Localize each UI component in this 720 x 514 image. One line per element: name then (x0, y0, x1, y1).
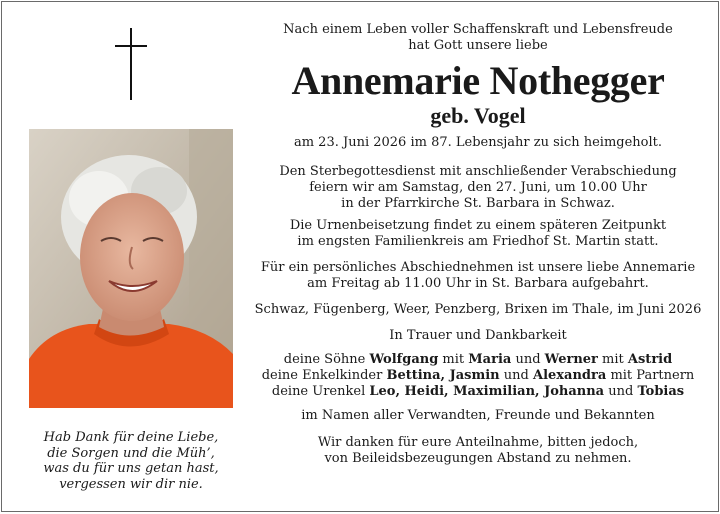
portrait-photo (29, 129, 233, 408)
intro-text: Nach einem Leben voller Schaffenskraft und Lebensfreude hat Gott unsere liebe (283, 22, 673, 53)
poem-line: vergessen wir dir nie. (59, 476, 203, 492)
family-great-grandchildren: deine Urenkel Leo, Heidi, Maximilian, Johanna und Tobias (271, 384, 685, 399)
memorial-poem (29, 430, 233, 492)
urn-burial: Die Urnenbeisetzung findet zu einem späteren Zeitpunkt im engsten Familienkreis am Friedhof St. Martin statt. (289, 218, 667, 249)
poem-line: was du für uns getan hast, (43, 461, 219, 476)
birth-name: geb. Vogel (430, 103, 526, 128)
family-grandchildren: deine Enkelkinder Bettina, Jasmin und Alexandra mit Partnern (261, 368, 695, 383)
poem-line: Hab Dank für deine Liebe, (43, 430, 219, 445)
places-date: Schwaz, Fügenberg, Weer, Penzberg, Brixen im Thale, im Juni 2026 (254, 302, 702, 317)
viewing-info: Für ein persönliches Abschiednehmen ist unsere liebe Annemarie am Freitag ab 11.00 Uhr in St. Barbara aufgebahrt. (260, 260, 696, 291)
poem-line: die Sorgen und die Müh’, (47, 445, 215, 461)
relatives-line: im Namen aller Verwandten, Freunde und Bekannten (301, 408, 655, 423)
notice-text (252, 22, 704, 467)
family-list (252, 352, 704, 400)
family-sons: deine Söhne Wolfgang mit Maria und Werner mit Astrid (283, 352, 673, 367)
cross-icon (115, 28, 147, 100)
obituary-notice (1, 1, 719, 512)
funeral-service: Den Sterbegottesdienst mit anschließender Verabschiedung feiern wir am Samstag, den 27. Juni, um 10.00 Uhr in der Pfarrkirche St. Barbara in Schwaz. (279, 164, 677, 211)
mourning-line: In Trauer und Dankbarkeit (389, 328, 567, 343)
deceased-name: Annemarie Nothegger (291, 58, 665, 103)
thanks-text: Wir danken für eure Anteilnahme, bitten jedoch, von Beileidsbezeugungen Abstand zu nehmen. (317, 435, 639, 466)
death-date: am 23. Juni 2026 im 87. Lebensjahr zu sich heimgeholt. (293, 135, 663, 150)
